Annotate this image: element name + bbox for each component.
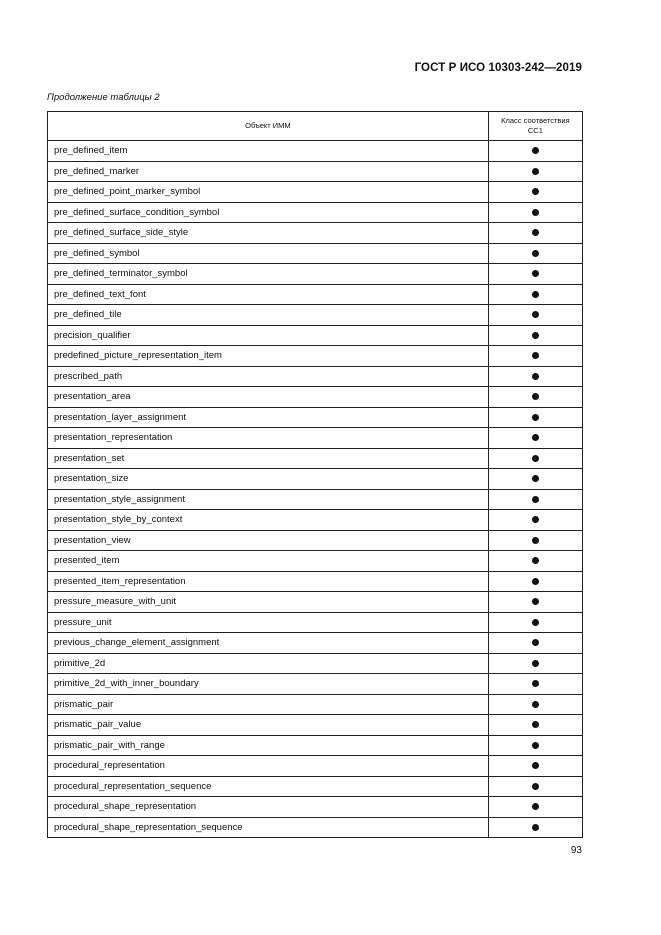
conformance-cell bbox=[488, 510, 582, 531]
conformance-cell bbox=[488, 407, 582, 428]
conformance-cell bbox=[488, 817, 582, 838]
table-header-row bbox=[48, 112, 583, 141]
table-row bbox=[48, 715, 583, 736]
table-caption: Продолжение таблицы 2 bbox=[47, 92, 160, 103]
object-name-cell: pre_defined_item bbox=[48, 141, 489, 162]
table-body bbox=[48, 141, 583, 838]
filled-circle-icon bbox=[532, 311, 539, 318]
conformance-cell bbox=[488, 469, 582, 490]
filled-circle-icon bbox=[532, 721, 539, 728]
filled-circle-icon bbox=[532, 455, 539, 462]
page-number: 93 bbox=[570, 845, 582, 856]
conformance-cell bbox=[488, 346, 582, 367]
table-row bbox=[48, 243, 583, 264]
filled-circle-icon bbox=[532, 619, 539, 626]
conformance-table bbox=[47, 111, 583, 838]
object-name-cell: pre_defined_symbol bbox=[48, 243, 489, 264]
column-header-class-code: СС1 bbox=[527, 126, 543, 135]
table-row bbox=[48, 387, 583, 408]
object-name-cell: presented_item bbox=[48, 551, 489, 572]
conformance-cell bbox=[488, 366, 582, 387]
table-row bbox=[48, 756, 583, 777]
conformance-cell bbox=[488, 551, 582, 572]
object-name-cell: precision_qualifier bbox=[48, 325, 489, 346]
filled-circle-icon bbox=[532, 496, 539, 503]
object-name-cell: presentation_layer_assignment bbox=[48, 407, 489, 428]
table-row bbox=[48, 141, 583, 162]
table-row bbox=[48, 633, 583, 654]
filled-circle-icon bbox=[532, 475, 539, 482]
object-name-cell: presentation_view bbox=[48, 530, 489, 551]
conformance-cell bbox=[488, 653, 582, 674]
conformance-cell bbox=[488, 694, 582, 715]
filled-circle-icon bbox=[532, 762, 539, 769]
table-row bbox=[48, 305, 583, 326]
object-name-cell: procedural_shape_representation_sequence bbox=[48, 817, 489, 838]
table-row bbox=[48, 366, 583, 387]
column-header-conformance-class bbox=[488, 112, 582, 141]
conformance-cell bbox=[488, 633, 582, 654]
table-row bbox=[48, 735, 583, 756]
table-row bbox=[48, 776, 583, 797]
object-name-cell: presentation_style_by_context bbox=[48, 510, 489, 531]
table-row bbox=[48, 817, 583, 838]
object-name-cell: prescribed_path bbox=[48, 366, 489, 387]
conformance-cell bbox=[488, 756, 582, 777]
object-name-cell: previous_change_element_assignment bbox=[48, 633, 489, 654]
table-row bbox=[48, 284, 583, 305]
filled-circle-icon bbox=[532, 147, 539, 154]
object-name-cell: presentation_style_assignment bbox=[48, 489, 489, 510]
table-row bbox=[48, 797, 583, 818]
column-header-class-label: Класс соответствия bbox=[501, 116, 570, 125]
filled-circle-icon bbox=[532, 332, 539, 339]
conformance-cell bbox=[488, 161, 582, 182]
conformance-cell bbox=[488, 674, 582, 695]
table-row bbox=[48, 510, 583, 531]
filled-circle-icon bbox=[532, 557, 539, 564]
table-row bbox=[48, 530, 583, 551]
filled-circle-icon bbox=[532, 393, 539, 400]
filled-circle-icon bbox=[532, 250, 539, 257]
filled-circle-icon bbox=[532, 373, 539, 380]
filled-circle-icon bbox=[532, 352, 539, 359]
filled-circle-icon bbox=[532, 578, 539, 585]
table-row bbox=[48, 592, 583, 613]
document-standard-header: ГОСТ Р ИСО 10303-242—2019 bbox=[414, 62, 582, 74]
conformance-cell bbox=[488, 387, 582, 408]
object-name-cell: pre_defined_tile bbox=[48, 305, 489, 326]
table-row bbox=[48, 182, 583, 203]
object-name-cell: pre_defined_point_marker_symbol bbox=[48, 182, 489, 203]
conformance-cell bbox=[488, 325, 582, 346]
conformance-cell bbox=[488, 428, 582, 449]
table-row bbox=[48, 407, 583, 428]
filled-circle-icon bbox=[532, 209, 539, 216]
filled-circle-icon bbox=[532, 680, 539, 687]
filled-circle-icon bbox=[532, 229, 539, 236]
conformance-cell bbox=[488, 592, 582, 613]
table-row bbox=[48, 325, 583, 346]
object-name-cell: procedural_shape_representation bbox=[48, 797, 489, 818]
table-row bbox=[48, 346, 583, 367]
filled-circle-icon bbox=[532, 639, 539, 646]
object-name-cell: pre_defined_text_font bbox=[48, 284, 489, 305]
conformance-cell bbox=[488, 735, 582, 756]
conformance-cell bbox=[488, 305, 582, 326]
object-name-cell: procedural_representation bbox=[48, 756, 489, 777]
object-name-cell: presentation_set bbox=[48, 448, 489, 469]
conformance-cell bbox=[488, 448, 582, 469]
object-name-cell: pre_defined_marker bbox=[48, 161, 489, 182]
object-name-cell: pre_defined_surface_side_style bbox=[48, 223, 489, 244]
table-row bbox=[48, 223, 583, 244]
object-name-cell: pre_defined_surface_condition_symbol bbox=[48, 202, 489, 223]
table-row bbox=[48, 469, 583, 490]
conformance-cell bbox=[488, 182, 582, 203]
table-row bbox=[48, 653, 583, 674]
filled-circle-icon bbox=[532, 537, 539, 544]
filled-circle-icon bbox=[532, 803, 539, 810]
object-name-cell: pressure_measure_with_unit bbox=[48, 592, 489, 613]
conformance-cell bbox=[488, 141, 582, 162]
object-name-cell: prismatic_pair_with_range bbox=[48, 735, 489, 756]
object-name-cell: pressure_unit bbox=[48, 612, 489, 633]
conformance-cell bbox=[488, 612, 582, 633]
table-row bbox=[48, 674, 583, 695]
table-row bbox=[48, 448, 583, 469]
filled-circle-icon bbox=[532, 598, 539, 605]
conformance-cell bbox=[488, 776, 582, 797]
filled-circle-icon bbox=[532, 742, 539, 749]
table-row bbox=[48, 551, 583, 572]
filled-circle-icon bbox=[532, 660, 539, 667]
object-name-cell: prismatic_pair bbox=[48, 694, 489, 715]
conformance-cell bbox=[488, 715, 582, 736]
conformance-cell bbox=[488, 243, 582, 264]
object-name-cell: prismatic_pair_value bbox=[48, 715, 489, 736]
filled-circle-icon bbox=[532, 188, 539, 195]
object-name-cell: presentation_representation bbox=[48, 428, 489, 449]
object-name-cell: predefined_picture_representation_item bbox=[48, 346, 489, 367]
object-name-cell: procedural_representation_sequence bbox=[48, 776, 489, 797]
conformance-cell bbox=[488, 202, 582, 223]
conformance-cell bbox=[488, 489, 582, 510]
table-row bbox=[48, 428, 583, 449]
filled-circle-icon bbox=[532, 516, 539, 523]
filled-circle-icon bbox=[532, 434, 539, 441]
table-row bbox=[48, 202, 583, 223]
conformance-cell bbox=[488, 264, 582, 285]
object-name-cell: primitive_2d_with_inner_boundary bbox=[48, 674, 489, 695]
table-row bbox=[48, 694, 583, 715]
conformance-cell bbox=[488, 530, 582, 551]
table-row bbox=[48, 571, 583, 592]
filled-circle-icon bbox=[532, 824, 539, 831]
table-row bbox=[48, 612, 583, 633]
conformance-cell bbox=[488, 571, 582, 592]
filled-circle-icon bbox=[532, 783, 539, 790]
column-header-object: Объект ИММ bbox=[48, 112, 489, 141]
conformance-cell bbox=[488, 223, 582, 244]
object-name-cell: presented_item_representation bbox=[48, 571, 489, 592]
table-row bbox=[48, 264, 583, 285]
object-name-cell: presentation_area bbox=[48, 387, 489, 408]
object-name-cell: presentation_size bbox=[48, 469, 489, 490]
table-row bbox=[48, 489, 583, 510]
table-row bbox=[48, 161, 583, 182]
conformance-cell bbox=[488, 797, 582, 818]
filled-circle-icon bbox=[532, 414, 539, 421]
conformance-cell bbox=[488, 284, 582, 305]
object-name-cell: pre_defined_terminator_symbol bbox=[48, 264, 489, 285]
filled-circle-icon bbox=[532, 291, 539, 298]
filled-circle-icon bbox=[532, 168, 539, 175]
filled-circle-icon bbox=[532, 701, 539, 708]
object-name-cell: primitive_2d bbox=[48, 653, 489, 674]
filled-circle-icon bbox=[532, 270, 539, 277]
